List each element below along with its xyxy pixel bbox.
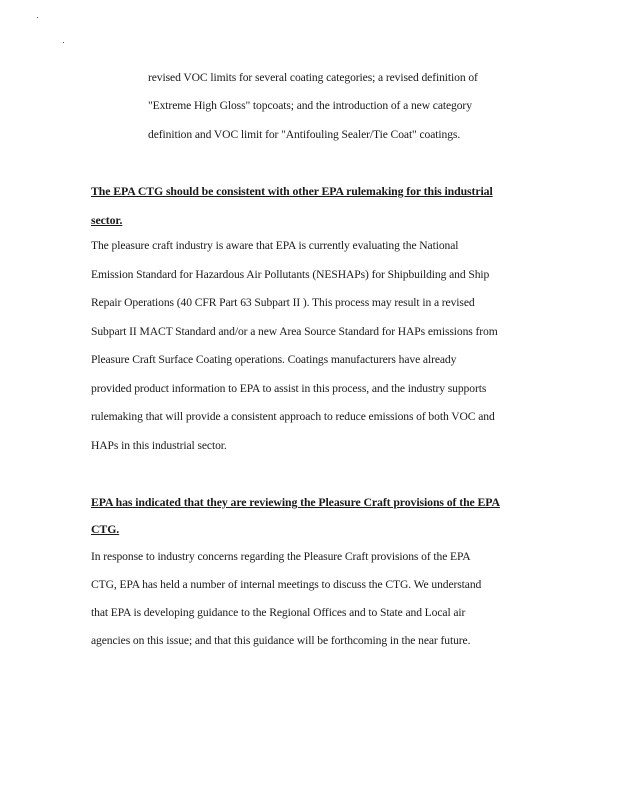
section-heading: The EPA CTG should be consistent with other EPA rulemaking for this industrial [91, 184, 493, 198]
intro-line: "Extreme High Gloss" topcoats; and the introduction of a new category [148, 99, 472, 112]
scan-speck [63, 42, 64, 43]
body-line: Subpart II MACT Standard and/or a new Area Source Standard for HAPs emissions from [91, 325, 498, 338]
body-line: agencies on this issue; and that this guidance will be forthcoming in the near future. [91, 634, 471, 647]
body-line: CTG, EPA has held a number of internal meetings to discuss the CTG. We understand [91, 578, 482, 591]
body-line: that EPA is developing guidance to the Regional Offices and to State and Local air [91, 606, 466, 619]
body-line: Pleasure Craft Surface Coating operations. Coatings manufacturers have already [91, 353, 457, 366]
body-line: Emission Standard for Hazardous Air Pollutants (NESHAPs) for Shipbuilding and Ship [91, 268, 490, 281]
intro-line: definition and VOC limit for "Antifouling Sealer/Tie Coat" coatings. [148, 128, 461, 141]
section-heading: CTG. [91, 522, 120, 536]
body-line: provided product information to EPA to assist in this process, and the industry supports [91, 382, 487, 395]
scan-speck [37, 17, 38, 18]
intro-line: revised VOC limits for several coating categories; a revised definition of [148, 71, 478, 84]
body-line: rulemaking that will provide a consistent approach to reduce emissions of both VOC and [91, 410, 495, 423]
body-line: Repair Operations (40 CFR Part 63 Subpart II ). This process may result in a revised [91, 296, 475, 309]
section-heading: sector. [91, 213, 123, 227]
section-heading: EPA has indicated that they are reviewing the Pleasure Craft provisions of the EPA [91, 495, 500, 509]
body-line: HAPs in this industrial sector. [91, 439, 227, 452]
body-line: In response to industry concerns regarding the Pleasure Craft provisions of the EPA [91, 550, 471, 563]
body-line: The pleasure craft industry is aware that EPA is currently evaluating the National [91, 239, 459, 252]
